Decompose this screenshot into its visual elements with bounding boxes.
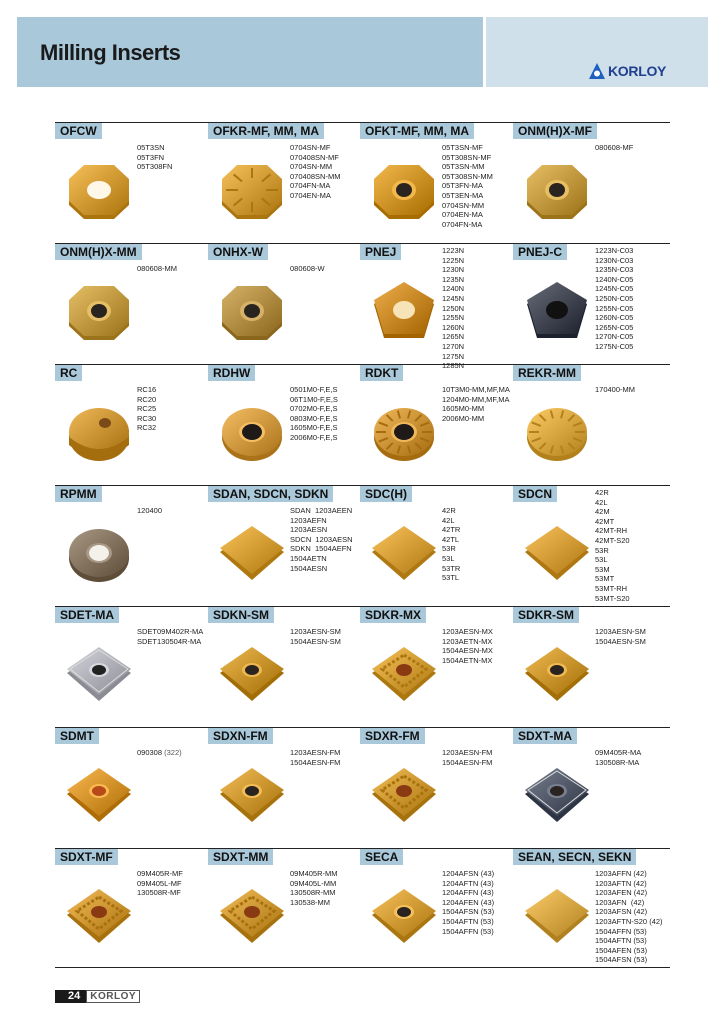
page-title: Milling Inserts [40, 40, 181, 65]
insert-image [212, 399, 292, 467]
insert-code: 1504AFSN (53) [595, 955, 648, 965]
insert-image [517, 278, 597, 346]
insert-cell [55, 244, 209, 365]
insert-image [517, 157, 597, 225]
insert-codes [290, 506, 353, 573]
insert-code: 080608-MF [595, 143, 634, 152]
insert-code: 1203AESN-MX [442, 627, 493, 636]
insert-code: RC30 [137, 413, 157, 423]
insert-cell [360, 244, 514, 371]
insert-name: SDCN [513, 486, 557, 502]
insert-code: 1203AFTN-S20 (42) [595, 916, 663, 926]
insert-code: 1255N-C05 [595, 303, 634, 313]
insert-cell [208, 607, 362, 728]
insert-name: SDXT-MA [513, 728, 577, 744]
insert-code: 10T3M0-MM,MF,MA [442, 385, 510, 394]
insert-code: SDET130504R-MA [137, 636, 202, 646]
insert-name: OFKR-MF, MM, MA [208, 123, 324, 139]
insert-code: 2006M0-F,E,S [290, 432, 338, 442]
insert-image [212, 520, 292, 588]
insert-name: SDXR-FM [360, 728, 425, 744]
insert-code: 1203AFTN (42) [595, 878, 647, 888]
insert-code: 53MT [595, 574, 615, 584]
insert-code: 05T3EN-MA [442, 190, 484, 200]
insert-code: 05T3FN [137, 152, 165, 162]
insert-cell [208, 365, 362, 486]
insert-cell [208, 849, 362, 970]
insert-code: 1203AESN-FM [442, 748, 493, 757]
insert-name: SDMT [55, 728, 99, 744]
insert-name: OFKT-MF, MM, MA [360, 123, 474, 139]
insert-cell [513, 244, 667, 365]
insert-code: 09M405R-MF [137, 869, 183, 878]
insert-code: 130508R-MF [137, 888, 181, 898]
insert-code: 1230N [442, 265, 465, 275]
insert-codes [442, 143, 493, 229]
insert-code: SDCN 1203AESN [290, 534, 353, 544]
insert-code: 1203AFSN (42) [595, 907, 648, 917]
insert-cell [360, 728, 514, 849]
insert-code: 1240N-C05 [595, 274, 634, 284]
insert-code: 0704EN-MA [442, 210, 483, 220]
insert-code: 1605M0-F,E,S [290, 423, 338, 433]
insert-image [212, 762, 292, 830]
insert-cell [360, 607, 514, 728]
insert-codes [137, 506, 162, 516]
insert-code: 0704FN-MA [442, 219, 483, 229]
insert-name: SDC(H) [360, 486, 412, 502]
insert-code: 09M405L-MM [290, 878, 337, 888]
insert-code: 1504AESN-SM [595, 636, 646, 646]
insert-code: 1204M0-MM,MF,MA [442, 394, 510, 404]
insert-code: 1504AESN-MX [442, 646, 493, 656]
insert-code: 42TR [442, 525, 461, 535]
insert-code: 1275N-C05 [595, 341, 634, 351]
insert-code: 2006M0-MM [442, 413, 485, 423]
insert-code: 1235N [442, 274, 465, 284]
insert-image [517, 762, 597, 830]
insert-cell [208, 244, 362, 365]
insert-code: 1504AFSN (53) [442, 907, 495, 917]
insert-code: 1203AFN (42) [595, 897, 645, 907]
insert-codes [290, 385, 338, 443]
insert-code: 1275N [442, 351, 465, 361]
insert-code: 1245N [442, 293, 465, 303]
insert-code: 1203AFFN (42) [595, 869, 647, 878]
insert-code: 1203AFEN (42) [595, 888, 648, 898]
insert-codes [442, 748, 492, 767]
insert-cell [55, 607, 209, 728]
brand-name: KORLOY [608, 63, 667, 79]
insert-codes [290, 143, 340, 201]
insert-name: SDET-MA [55, 607, 119, 623]
insert-code: 070408SN-MF [290, 152, 339, 162]
insert-cell [208, 486, 362, 607]
insert-image [517, 883, 597, 951]
insert-code: 1504AESN-SM [290, 636, 341, 646]
insert-code: 09M405R-MM [290, 869, 338, 878]
korloy-mark-icon [589, 63, 605, 79]
insert-code: 080608-W [290, 264, 325, 273]
insert-name: RDHW [208, 365, 255, 381]
insert-codes [442, 385, 510, 423]
insert-cell [55, 849, 209, 970]
insert-code: 06T1M0-F,E,S [290, 394, 338, 404]
insert-codes [442, 627, 493, 665]
insert-cell [360, 123, 514, 244]
insert-name: SEAN, SECN, SEKN [513, 849, 636, 865]
insert-code: 05T308SN-MF [442, 152, 492, 162]
insert-code: 1240N [442, 284, 465, 294]
insert-code: 0803M0-F,E,S [290, 413, 338, 423]
insert-name: RPMM [55, 486, 102, 502]
insert-code: 1230N-C03 [595, 255, 634, 265]
insert-code: 0704SN-MM [290, 162, 333, 172]
insert-image [364, 520, 444, 588]
insert-code: 130508R-MA [595, 757, 640, 767]
insert-code: 130538-MM [290, 897, 331, 907]
insert-code: 1255N [442, 313, 465, 323]
insert-code: 0704EN-MA [290, 190, 331, 200]
insert-cell [513, 486, 667, 607]
insert-name: SDKR-SM [513, 607, 579, 623]
insert-codes [137, 264, 177, 274]
insert-cell [360, 365, 514, 486]
insert-image [212, 883, 292, 951]
insert-code: 1245N-C05 [595, 284, 634, 294]
insert-image [59, 883, 139, 951]
insert-name: PNEJ [360, 244, 401, 260]
insert-name: SDXT-MF [55, 849, 118, 865]
insert-code: 53L [442, 553, 455, 563]
insert-image [364, 883, 444, 951]
page-reference: (322) [162, 748, 182, 757]
insert-image [59, 278, 139, 346]
insert-image [212, 278, 292, 346]
insert-name: REKR-MM [513, 365, 581, 381]
insert-code: 53L [595, 555, 608, 565]
footer-brand: KORLOY [86, 990, 140, 1003]
insert-cell [55, 365, 209, 486]
insert-codes [595, 488, 630, 603]
insert-code: 1504AESN-FM [442, 757, 493, 767]
insert-code: RC25 [137, 404, 157, 414]
insert-codes [442, 869, 494, 936]
insert-name: OFCW [55, 123, 102, 139]
insert-code: 1270N-C05 [595, 332, 634, 342]
insert-codes [137, 748, 182, 758]
brand-logo [589, 61, 666, 81]
insert-name: SDXT-MM [208, 849, 273, 865]
insert-codes [290, 869, 338, 907]
insert-codes [442, 506, 460, 583]
insert-code: 53R [595, 545, 609, 555]
insert-codes [290, 748, 340, 767]
insert-cell [360, 486, 514, 607]
insert-name: RC [55, 365, 82, 381]
insert-code: 05T308FN [137, 162, 173, 172]
insert-code: 1250N-C05 [595, 293, 634, 303]
insert-image [364, 157, 444, 225]
insert-code: RC32 [137, 423, 157, 433]
insert-cell [513, 607, 667, 728]
insert-codes [290, 627, 341, 646]
insert-code: 1270N [442, 341, 465, 351]
insert-code: 42TL [442, 534, 460, 544]
insert-code: 1203AESN-SM [290, 627, 341, 636]
insert-image [59, 157, 139, 225]
insert-code: 0704SN-MM [442, 200, 485, 210]
insert-image [364, 641, 444, 709]
page-footer [55, 990, 140, 1003]
insert-code: 1204AFEN (43) [442, 897, 495, 907]
insert-code: SDET09M402R-MA [137, 627, 204, 636]
insert-code: 080608-MM [137, 264, 178, 273]
insert-image [212, 157, 292, 225]
insert-code: 53TR [442, 563, 461, 573]
insert-cell [513, 365, 667, 486]
insert-code: 130508R-MM [290, 888, 336, 898]
insert-image [59, 399, 139, 467]
insert-code: 09M405L-MF [137, 878, 182, 888]
insert-code: 0704FN-MA [290, 181, 331, 191]
insert-name: SDXN-FM [208, 728, 273, 744]
insert-code: 09M405R-MA [595, 748, 642, 757]
insert-codes [595, 385, 635, 395]
insert-code: 1504AETN [290, 553, 327, 563]
insert-code: 1504AFTN (53) [595, 936, 647, 946]
insert-code: 53TL [442, 573, 460, 583]
insert-name: ONHX-W [208, 244, 268, 260]
insert-code: 1250N [442, 303, 465, 313]
insert-code: 05T3FN-MA [442, 181, 483, 191]
insert-code: 42MT-S20 [595, 535, 630, 545]
insert-codes [137, 385, 156, 433]
insert-code: 1204AFSN (43) [442, 869, 495, 878]
insert-code: 42M [595, 507, 610, 517]
insert-cell [360, 849, 514, 970]
insert-codes [137, 869, 183, 898]
insert-code: 170400-MM [595, 385, 636, 394]
insert-name: ONM(H)X-MM [55, 244, 142, 260]
insert-code: 1504AETN-MX [442, 655, 493, 665]
insert-code: SDKN 1504AEFN [290, 544, 352, 554]
insert-code: 1203AESN [290, 525, 328, 535]
insert-code: 1504AFFN (53) [595, 926, 647, 936]
page-number: 24 [55, 990, 86, 1003]
insert-codes [595, 748, 641, 767]
insert-code: 42R [595, 488, 609, 497]
insert-name: SDKR-MX [360, 607, 426, 623]
insert-code: 1203AESN-SM [595, 627, 646, 636]
insert-code: 1235N-C03 [595, 265, 634, 275]
insert-codes [595, 869, 663, 965]
insert-name: SDAN, SDCN, SDKN [208, 486, 333, 502]
insert-image [364, 762, 444, 830]
insert-code: 0704SN-MF [290, 143, 331, 152]
insert-code: 1260N [442, 322, 465, 332]
insert-code: 53MT-S20 [595, 593, 630, 603]
insert-code: 1265N-C05 [595, 322, 634, 332]
insert-cell [55, 123, 209, 244]
insert-code: 1265N [442, 332, 465, 342]
insert-name: ONM(H)X-MF [513, 123, 597, 139]
insert-cell [55, 728, 209, 849]
insert-code: 1504AESN-FM [290, 757, 341, 767]
insert-code: 1285N [442, 361, 465, 371]
insert-code: 42L [442, 515, 455, 525]
insert-image [364, 399, 444, 467]
insert-code: 42MT-RH [595, 526, 628, 536]
insert-code: 05T3SN [137, 143, 165, 152]
insert-cell [513, 123, 667, 244]
insert-code: 1260N-C05 [595, 313, 634, 323]
insert-code: 1605M0-MM [442, 404, 485, 414]
insert-code: 0702M0-F,E,S [290, 404, 338, 414]
insert-name: RDKT [360, 365, 403, 381]
insert-image [59, 762, 139, 830]
insert-code: 53R [442, 544, 456, 554]
insert-image [517, 520, 597, 588]
insert-image [59, 641, 139, 709]
insert-code: 090308 (322) [137, 748, 182, 757]
insert-code: 53M [595, 564, 610, 574]
insert-code: 1225N [442, 255, 465, 265]
insert-code: 42R [442, 506, 456, 515]
insert-codes [290, 264, 325, 274]
insert-name: PNEJ-C [513, 244, 567, 260]
insert-code: 05T3SN-MM [442, 162, 485, 172]
insert-code: 53MT-RH [595, 583, 628, 593]
insert-cell [208, 123, 362, 244]
insert-codes [137, 143, 172, 172]
insert-image [59, 520, 139, 588]
insert-name: SECA [360, 849, 403, 865]
insert-codes [595, 246, 633, 352]
insert-cell [208, 728, 362, 849]
insert-code: 42L [595, 497, 608, 507]
insert-codes [137, 627, 203, 646]
insert-code: RC20 [137, 394, 157, 404]
insert-codes [442, 246, 464, 371]
insert-image [517, 641, 597, 709]
insert-code: 1204AFTN (43) [442, 878, 494, 888]
insert-image [364, 278, 444, 346]
insert-code: 05T308SN-MM [442, 171, 493, 181]
insert-cell [513, 728, 667, 849]
insert-code: 1203AETN-MX [442, 636, 493, 646]
insert-name: SDKN-SM [208, 607, 274, 623]
insert-code: 1504AESN [290, 563, 328, 573]
insert-code: 1203AEFN [290, 515, 327, 525]
insert-code: RC16 [137, 385, 157, 394]
insert-code: 1223N-C03 [595, 246, 634, 255]
insert-code: SDAN 1203AEEN [290, 506, 353, 515]
insert-code: 05T3SN-MF [442, 143, 483, 152]
insert-code: 070408SN-MM [290, 171, 341, 181]
insert-code: 1504AFEN (53) [595, 945, 648, 955]
insert-code: 120400 [137, 506, 163, 515]
insert-code: 42MT [595, 516, 615, 526]
insert-code: 1504AFTN (53) [442, 916, 494, 926]
insert-code: 0501M0-F,E,S [290, 385, 338, 394]
insert-code: 1504AFFN (53) [442, 926, 494, 936]
insert-code: 1203AESN-FM [290, 748, 341, 757]
insert-code: 1223N [442, 246, 465, 255]
insert-cell [513, 849, 667, 970]
insert-codes [595, 627, 646, 646]
insert-image [212, 641, 292, 709]
insert-cell [55, 486, 209, 607]
insert-codes [595, 143, 633, 153]
insert-image [517, 399, 597, 467]
insert-code: 1204AFFN (43) [442, 888, 494, 898]
